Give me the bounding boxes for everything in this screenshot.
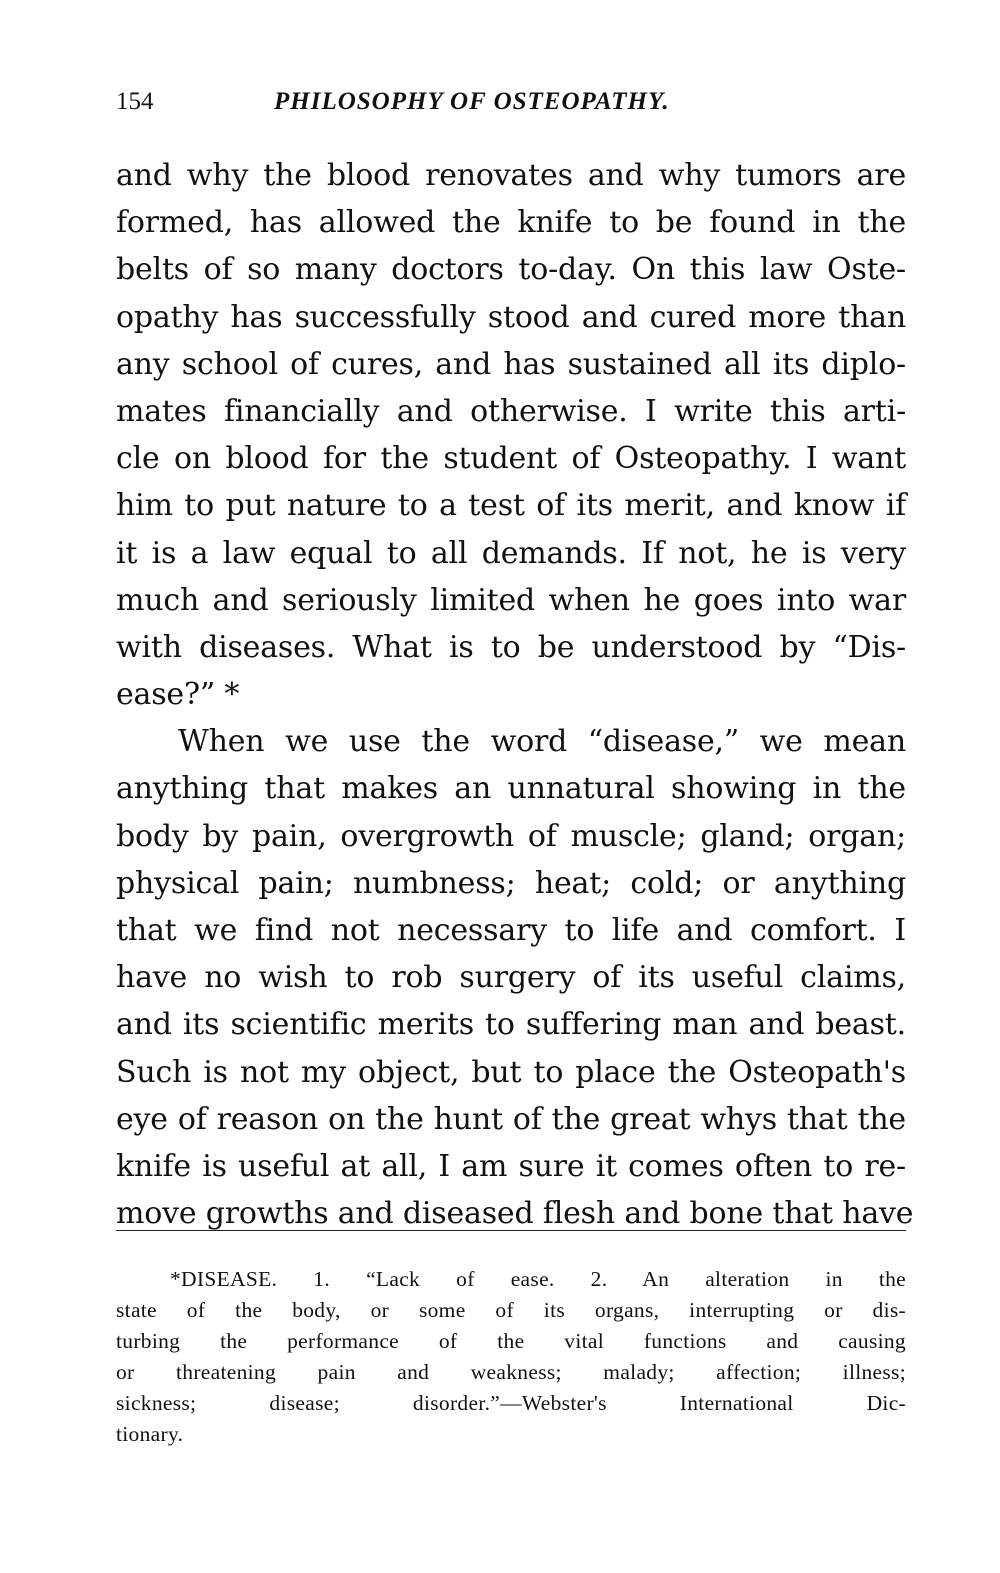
text-line: move growths and diseased flesh and bone that have — [116, 1196, 914, 1232]
text-line: that we find not necessary to life and comfort. I — [116, 913, 906, 948]
text-line: much and seriously limited when he goes into war — [116, 582, 906, 618]
text-line: him to put nature to a test of its merit, and know if — [116, 488, 906, 524]
footnote-line: or threatening pain and weakness; malady; affection; illness; — [116, 1360, 906, 1384]
text-line: knife is useful at all, I am sure it comes often to re- — [116, 1148, 906, 1184]
text-line-paragraph-start: When we use the word “disease,” we mean — [178, 724, 906, 760]
text-line: belts of so many doctors to-day. On this law Oste- — [116, 252, 906, 288]
text-line: and why the blood renovates and why tumors are — [116, 158, 906, 193]
text-line: cle on blood for the student of Osteopathy. I want — [116, 441, 906, 477]
text-line: body by pain, overgrowth of muscle; gland; organ; — [116, 818, 906, 854]
text-line: mates financially and otherwise. I write this arti- — [116, 393, 906, 429]
footnote-line: state of the body, or some of its organs, interrupting or dis- — [116, 1298, 906, 1322]
footnote-divider — [116, 1230, 906, 1231]
text-line: eye of reason on the hunt of the great whys that the — [116, 1101, 906, 1137]
running-title: PHILOSOPHY OF OSTEOPATHY. — [274, 88, 670, 115]
text-line: any school of cures, and has sustained all its diplo- — [116, 346, 906, 382]
text-line: it is a law equal to all demands. If not, he is very — [116, 535, 906, 571]
text-line: opathy has successfully stood and cured more than — [116, 299, 906, 335]
text-line: have no wish to rob surgery of its useful claims, — [116, 960, 906, 996]
text-line: Such is not my object, but to place the Osteopath's — [116, 1054, 906, 1090]
footnote-line: tionary. — [116, 1422, 184, 1446]
text-line: physical pain; numbness; heat; cold; or anything — [116, 865, 906, 901]
footnote-line: *DISEASE. 1. “Lack of ease. 2. An alteration in the — [170, 1267, 906, 1291]
text-line: formed, has allowed the knife to be found in the — [116, 205, 906, 241]
footnote-line: turbing the performance of the vital functions and causing — [116, 1329, 906, 1353]
text-line: anything that makes an unnatural showing in the — [116, 771, 906, 807]
page-header — [116, 88, 906, 128]
text-line: and its scientific merits to suffering man and beast. — [116, 1007, 906, 1043]
page-number: 154 — [116, 88, 154, 115]
footnote — [116, 1264, 906, 1450]
text-line: with diseases. What is to be understood by “Dis- — [116, 629, 906, 665]
body-text — [116, 152, 914, 1237]
footnote-line: sickness; disease; disorder.”—Webster's International Dic- — [116, 1391, 906, 1415]
text-line: ease?” * — [116, 677, 240, 713]
